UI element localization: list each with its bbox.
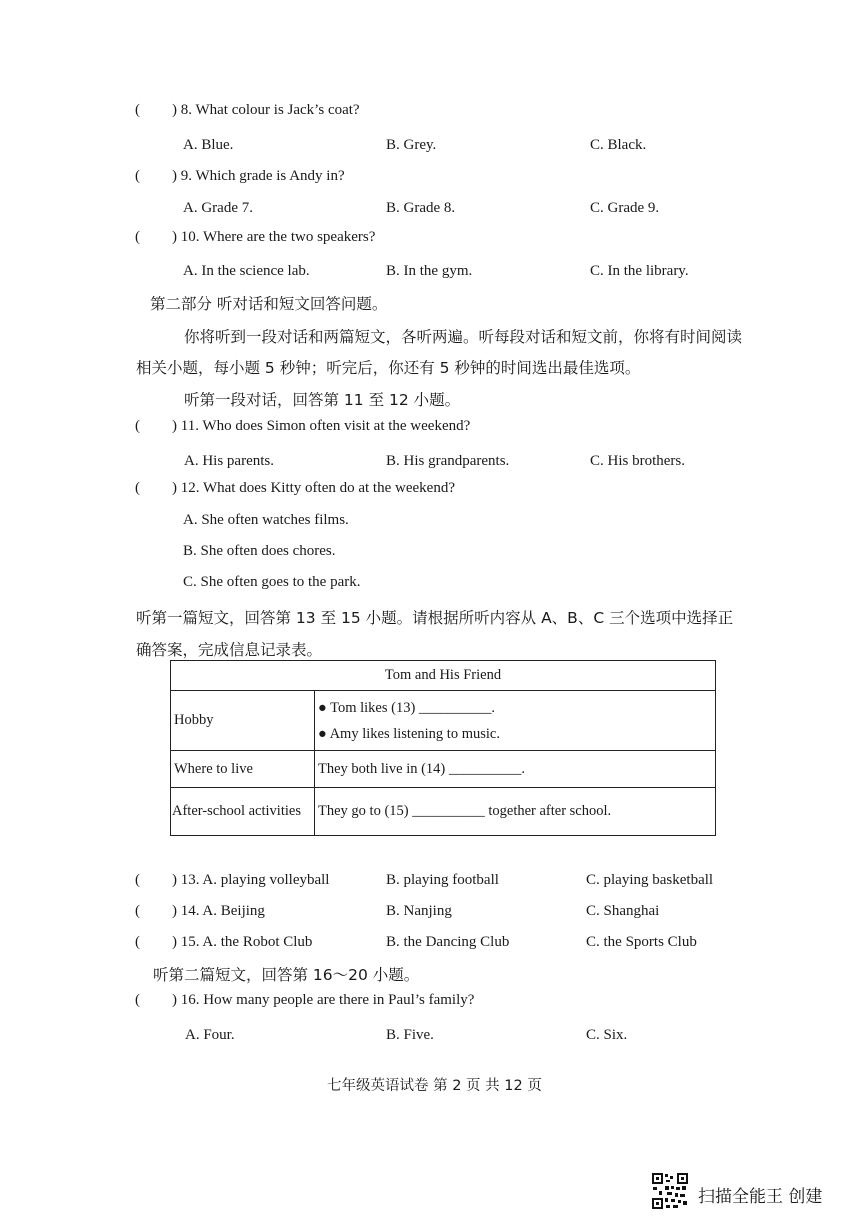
part-2-instructions-line-2: 相关小题，每小题 5 秒钟；听完后，你还有 5 秒钟的时间选出最佳选项。 — [136, 359, 641, 377]
answer-bracket: ( — [135, 168, 140, 184]
q16-option-c: C. Six. — [586, 1027, 628, 1043]
answer-bracket: ( — [135, 229, 140, 245]
question-16: ) 16. How many people are there in Paul’s family? — [172, 992, 475, 1008]
question-14: ) 14. A. Beijing — [172, 903, 265, 919]
q11-option-c: C. His brothers. — [590, 453, 685, 469]
q10-option-a: A. In the science lab. — [183, 263, 310, 279]
hobby-line-1: ● Tom likes (13) __________. — [318, 699, 496, 716]
scanner-watermark: 扫描全能王 创建 — [698, 1187, 823, 1207]
q11-option-b: B. His grandparents. — [386, 453, 510, 469]
q8-option-a: A. Blue. — [183, 137, 234, 153]
q12-option-c: C. She often goes to the park. — [183, 574, 361, 590]
passage-1-instruction-line-2: 确答案，完成信息记录表。 — [136, 641, 323, 659]
q16-option-a: A. Four. — [185, 1027, 235, 1043]
passage-1-instruction-line-1: 听第一篇短文，回答第 13 至 15 小题。请根据所听内容从 A、B、C 三个选项中选择正 — [136, 609, 734, 627]
answer-bracket: ( — [135, 934, 140, 950]
q15-option-b: B. the Dancing Club — [386, 934, 510, 950]
q11-option-a: A. His parents. — [184, 453, 274, 469]
q13-option-c: C. playing basketball — [586, 872, 714, 888]
q12-option-b: B. She often does chores. — [183, 543, 336, 559]
qr-code-icon — [651, 1172, 689, 1210]
answer-bracket: ( — [135, 418, 140, 434]
q9-option-c: C. Grade 9. — [590, 200, 660, 216]
q9-option-a: A. Grade 7. — [183, 200, 253, 216]
q16-option-b: B. Five. — [386, 1027, 434, 1043]
part-2-heading: 第二部分 听对话和短文回答问题。 — [150, 295, 388, 313]
passage-2-instruction: 听第二篇短文，回答第 16～20 小题。 — [153, 966, 420, 984]
table-cell-hobby — [315, 691, 716, 751]
q10-option-b: B. In the gym. — [386, 263, 473, 279]
question-8: ) 8. What colour is Jack’s coat? — [172, 102, 360, 118]
question-15: ) 15. A. the Robot Club — [172, 934, 313, 950]
table-cell-where-to-live: They both live in (14) __________. — [315, 751, 716, 788]
question-12: ) 12. What does Kitty often do at the weekend? — [172, 480, 455, 496]
answer-bracket: ( — [135, 992, 140, 1008]
answer-bracket: ( — [135, 872, 140, 888]
answer-bracket: ( — [135, 102, 140, 118]
table-label-after-school: After-school activities — [171, 788, 315, 836]
q12-option-a: A. She often watches films. — [183, 512, 349, 528]
q8-option-b: B. Grey. — [386, 137, 437, 153]
q14-option-c: C. Shanghai — [586, 903, 660, 919]
table-label-hobby: Hobby — [171, 691, 315, 751]
q13-option-b: B. playing football — [386, 872, 499, 888]
question-10: ) 10. Where are the two speakers? — [172, 229, 376, 245]
question-11: ) 11. Who does Simon often visit at the weekend? — [172, 418, 471, 434]
question-9: ) 9. Which grade is Andy in? — [172, 168, 345, 184]
q10-option-c: C. In the library. — [590, 263, 689, 279]
q9-option-b: B. Grade 8. — [386, 200, 456, 216]
q15-option-c: C. the Sports Club — [586, 934, 697, 950]
hobby-line-2: ● Amy likes listening to music. — [318, 725, 500, 742]
information-table — [170, 660, 716, 836]
table-label-where-to-live: Where to live — [171, 751, 315, 788]
dialogue-instruction: 听第一段对话，回答第 11 至 12 小题。 — [184, 391, 461, 409]
table-title: Tom and His Friend — [171, 661, 716, 691]
page-footer: 七年级英语试卷 第 2 页 共 12 页 — [327, 1078, 542, 1094]
q14-option-b: B. Nanjing — [386, 903, 452, 919]
question-13: ) 13. A. playing volleyball — [172, 872, 330, 888]
answer-bracket: ( — [135, 480, 140, 496]
q8-option-c: C. Black. — [590, 137, 647, 153]
answer-bracket: ( — [135, 903, 140, 919]
table-cell-after-school: They go to (15) __________ together after school. — [315, 788, 716, 836]
part-2-instructions-line-1: 你将听到一段对话和两篇短文，各听两遍。听每段对话和短文前，你将有时间阅读 — [184, 328, 743, 346]
